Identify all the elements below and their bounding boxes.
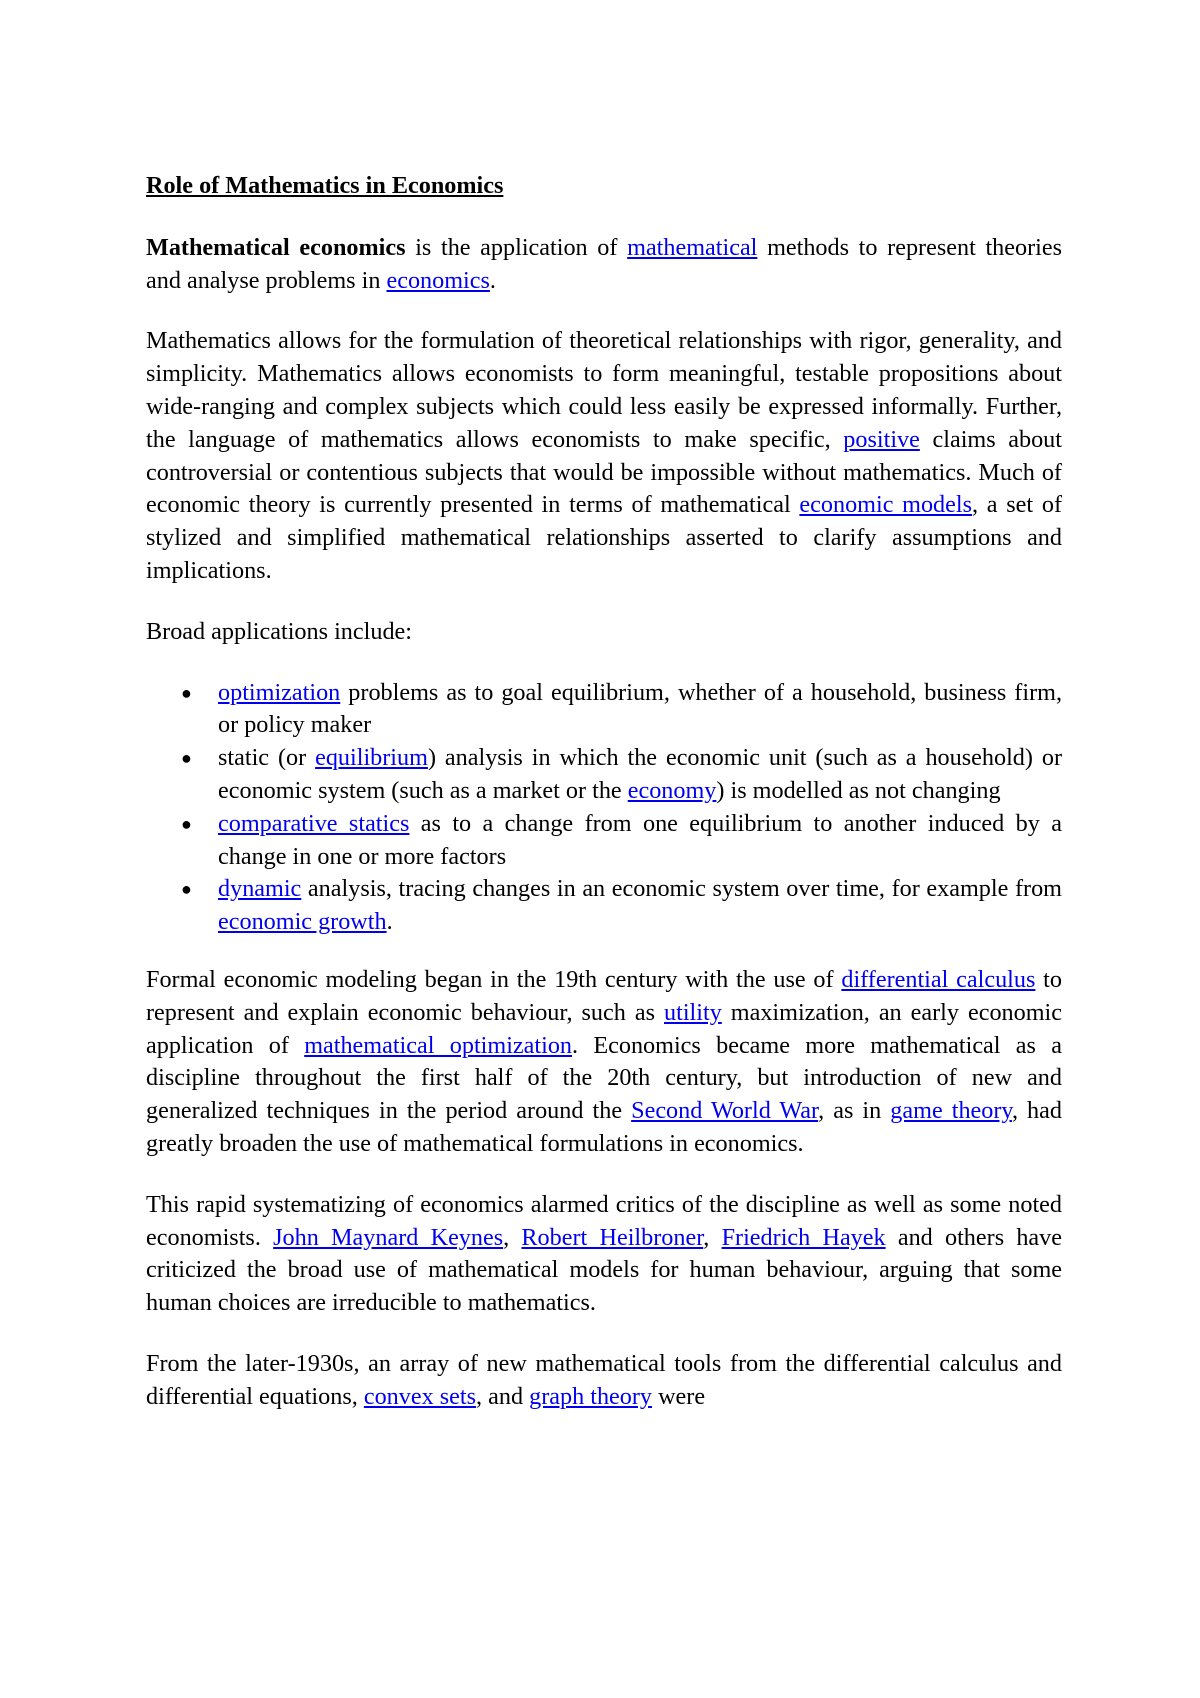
link-john-maynard-keynes[interactable]: John Maynard Keynes	[273, 1223, 504, 1251]
bullet-icon: ●	[181, 813, 192, 834]
text-run: Mathematics allows for the formulation of theoretical relationships with rigor, generality, and simplicity. Mathematics allows economists to form meaningful, testable propositions about wide-ranging and complex subjects which could less easily be expressed informally. Further, the language of mathematics allows economists to make specific,	[146, 327, 1062, 453]
bullet-icon: ●	[181, 879, 192, 900]
text-run: ,	[503, 1223, 522, 1251]
text-run: . Economics became more mathematical as a discipline throughout the first half of the 20th century, but introduction of new and generalized techniques in the period around the	[146, 1031, 1062, 1125]
link-mathematical[interactable]: mathematical	[627, 233, 758, 261]
document-page	[146, 170, 1062, 1442]
text-run: ) is modelled as not changing	[716, 776, 1001, 804]
text-run: as to a change from one equilibrium to another induced by a change in one or more factors	[218, 809, 1062, 870]
text-run: , as in	[818, 1097, 891, 1125]
text-run: This rapid systematizing of economics alarmed critics of the discipline as well as some noted economists.	[146, 1190, 1062, 1251]
bullet-icon: ●	[181, 682, 192, 703]
paragraph-formulation	[146, 325, 1062, 587]
text-run: ,	[703, 1223, 722, 1251]
paragraph-definition	[146, 232, 1062, 298]
applications-list	[146, 677, 1062, 939]
text-run: analysis, tracing changes in an economic system over time, for example from	[301, 875, 1062, 903]
document-title: Role of Mathematics in Economics	[146, 172, 504, 199]
link-friedrich-hayek[interactable]: Friedrich Hayek	[721, 1223, 886, 1251]
text-run: ) analysis in which the economic unit (such as a household) or economic system (such as a market or the	[218, 744, 1062, 804]
text-run: maximization, an early economic application of	[146, 998, 1062, 1059]
list-item	[181, 742, 1062, 808]
bold-term: Mathematical economics	[146, 233, 406, 261]
link-robert-heilbroner[interactable]: Robert Heilbroner	[521, 1223, 704, 1251]
link-economic-models[interactable]: economic models	[799, 491, 973, 519]
text-run: From the later-1930s, an array of new mathematical tools from the differential calculus and differential equations,	[146, 1349, 1062, 1410]
link-convex-sets[interactable]: convex sets	[363, 1382, 477, 1410]
link-graph-theory[interactable]: graph theory	[529, 1382, 653, 1410]
text-run: is the application of	[405, 233, 628, 261]
link-equilibrium[interactable]: equilibrium	[315, 744, 428, 772]
text-run: methods to represent theories and analyse problems in	[146, 233, 1063, 294]
text-run: .	[489, 266, 496, 294]
link-economic-growth[interactable]: economic growth	[218, 908, 387, 936]
text-run: , and	[476, 1382, 530, 1410]
paragraph-applications-intro: Broad applications include:	[146, 617, 412, 645]
text-run: .	[386, 908, 393, 936]
link-economics[interactable]: economics	[386, 266, 490, 294]
text-run: problems as to goal equilibrium, whether of a household, business firm, or policy maker	[218, 678, 1062, 739]
bullet-icon: ●	[181, 748, 192, 769]
link-game-theory[interactable]: game theory	[890, 1097, 1012, 1125]
link-second-world-war[interactable]: Second World War	[631, 1097, 819, 1125]
list-item	[181, 873, 1062, 939]
text-run: to represent and explain economic behaviour, such as	[146, 965, 1062, 1026]
link-dynamic[interactable]: dynamic	[218, 875, 302, 903]
link-economy[interactable]: economy	[627, 776, 717, 804]
text-run: , a set of stylized and simplified mathematical relationships asserted to clarify assumptions and implications.	[146, 491, 1062, 584]
link-optimization[interactable]: optimization	[218, 678, 341, 706]
text-run: Formal economic modeling began in the 19th century with the use of	[146, 965, 842, 993]
paragraph-history	[146, 964, 1062, 1161]
list-item	[181, 677, 1062, 743]
list-item	[181, 808, 1062, 874]
text-run: and others have criticized the broad use of mathematical models for human behaviour, arguing that some human choices are irreducible to mathematics.	[146, 1223, 1063, 1317]
link-utility[interactable]: utility	[664, 998, 722, 1026]
link-positive[interactable]: positive	[843, 425, 920, 453]
paragraph-critics	[146, 1189, 1062, 1320]
link-differential-calculus[interactable]: differential calculus	[841, 965, 1036, 993]
text-run: , had greatly broaden the use of mathematical formulations in economics.	[146, 1097, 1062, 1157]
paragraph-tools	[146, 1348, 1062, 1414]
link-mathematical-optimization[interactable]: mathematical optimization	[304, 1031, 573, 1059]
link-comparative-statics[interactable]: comparative statics	[218, 809, 410, 837]
text-run: claims about controversial or contentious subjects that would be impossible without mathematics. Much of economic theory is currently presented in terms of mathematical	[146, 425, 1062, 519]
text-run: were	[652, 1382, 706, 1410]
text-run: static (or	[218, 744, 316, 772]
